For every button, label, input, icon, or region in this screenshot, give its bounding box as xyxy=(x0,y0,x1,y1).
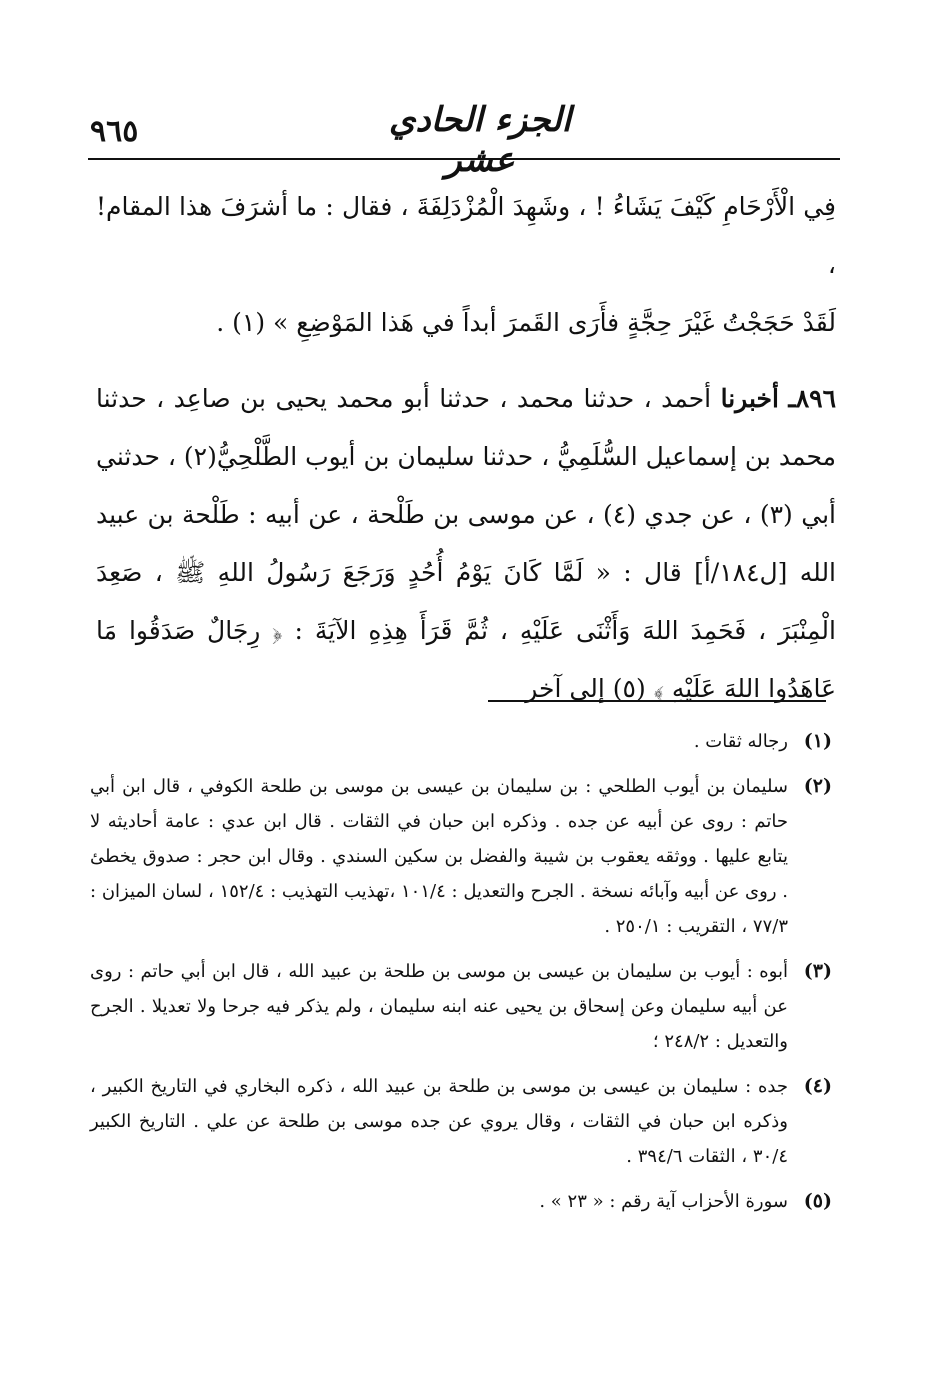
footnote-text: رجاله ثقات . xyxy=(693,731,788,752)
page-number: ٩٦٥ xyxy=(90,114,139,149)
footnote-number: (٢) xyxy=(803,775,832,797)
text-line: فِي الْأَرْحَامِ كَيْفَ يَشَاءُ ! ، وشَهِدَ الْمُزْدَلِفَةَ ، فقال : ما أشرَفَ هذا المقام! ، xyxy=(96,192,836,279)
footnote xyxy=(90,769,832,944)
hadith-paragraph xyxy=(96,370,836,718)
footnote-number: (٥) xyxy=(803,1190,832,1212)
hadith-opening-word: أخبرنا xyxy=(720,384,779,413)
footnote-text: سليمان بن أيوب الطلحي : بن سليمان بن عيسى بن موسى بن طلحة الكوفي ، قال ابن أبي حاتم : روى عن أبيه عن جده . وذكره ابن حبان في الثقات . قال ابن عدي : عامة أحاديثه لا يتابع عليها . ووثقه يعقوب بن شيبة والفضل بن سكين السندي . وقال ابن حجر : صدوق يخطئ . روى عن أبيه وآبائه نسخة . الجرح والتعديل : ١٠١/٤ ،تهذيب التهذيب : ١٥٢/٤ ، لسان الميزان : ٧٧/٣ ، التقريب : ٢٥٠/١ . xyxy=(90,776,788,937)
footnote-number: (٣) xyxy=(803,960,832,982)
hadith-text: أحمد ، حدثنا محمد ، حدثنا أبو محمد يحيى بن صاعِد ، حدثنا محمد بن إسماعيل السُّلَمِيُّ ، حدثنا سليمان بن أيوب الطَّلْحِيُّ(٢) ، حدثني أبي (٣) ، عن جدي (٤) ، عن موسى بن طَلْحة ، عن أبيه : طَلْحة بن عبيد الله [ل١٨٤/أ] قال : « لَمَّا كَانَ يَوْمُ أُحُدٍ وَرَجَعَ رَسُولُ اللهِ ﷺ ، صَعِدَ الْمِنْبَرَ ، فَحَمِدَ اللهَ وَأَثْنَى عَلَيْهِ ، ثُمَّ قَرَأَ هِذِهِ الآيَةَ : ﴿ رِجَالٌ صَدَقُوا مَا عَاهَدُوا اللهَ عَلَيْهِ ﴾ (٥) إلى آخر xyxy=(96,384,837,703)
footnote-number: (١) xyxy=(803,730,832,752)
footnote-text: أبوه : أيوب بن سليمان بن عيسى بن موسى بن طلحة بن عبيد الله ، قال ابن أبي حاتم : روى عن أبيه سليمان وعن إسحاق بن يحيى عنه ابنه سليمان ، ولم يذكر فيه جرحا ولا تعديلا . الجرح والتعديل : ٢٤٨/٢ ؛ xyxy=(90,961,788,1052)
footnote xyxy=(90,954,832,1059)
footnote-number: (٤) xyxy=(803,1075,832,1097)
footnote xyxy=(90,724,832,759)
part-title: الجزء الحادي عشر xyxy=(388,100,572,180)
footnote-divider xyxy=(488,700,826,702)
footnote xyxy=(90,1184,832,1219)
text-line: لَقَدْ حَجَجْتُ غَيْرَ حِجَّةٍ فأَرَى القَمرَ أبداً في هَذا المَوْضِعِ » (١) . xyxy=(216,308,836,337)
hadith-number: ٨٩٦ـ xyxy=(788,384,837,413)
main-text xyxy=(96,178,836,718)
footnote-text: جده : سليمان بن عيسى بن موسى بن طلحة بن عبيد الله ، ذكره البخاري في التاريخ الكبير ، وذكره ابن حبان في الثقات ، وقال يروي عن جده موسى بن طلحة عن علي . التاريخ الكبير ٣٠/٤ ، الثقات ٣٩٤/٦ . xyxy=(90,1076,788,1167)
header-rule xyxy=(88,158,840,160)
footnotes xyxy=(90,724,832,1229)
footnote xyxy=(90,1069,832,1174)
page-header xyxy=(80,96,840,180)
footnote-text: سورة الأحزاب آية رقم : « ٢٣ » . xyxy=(539,1191,788,1212)
